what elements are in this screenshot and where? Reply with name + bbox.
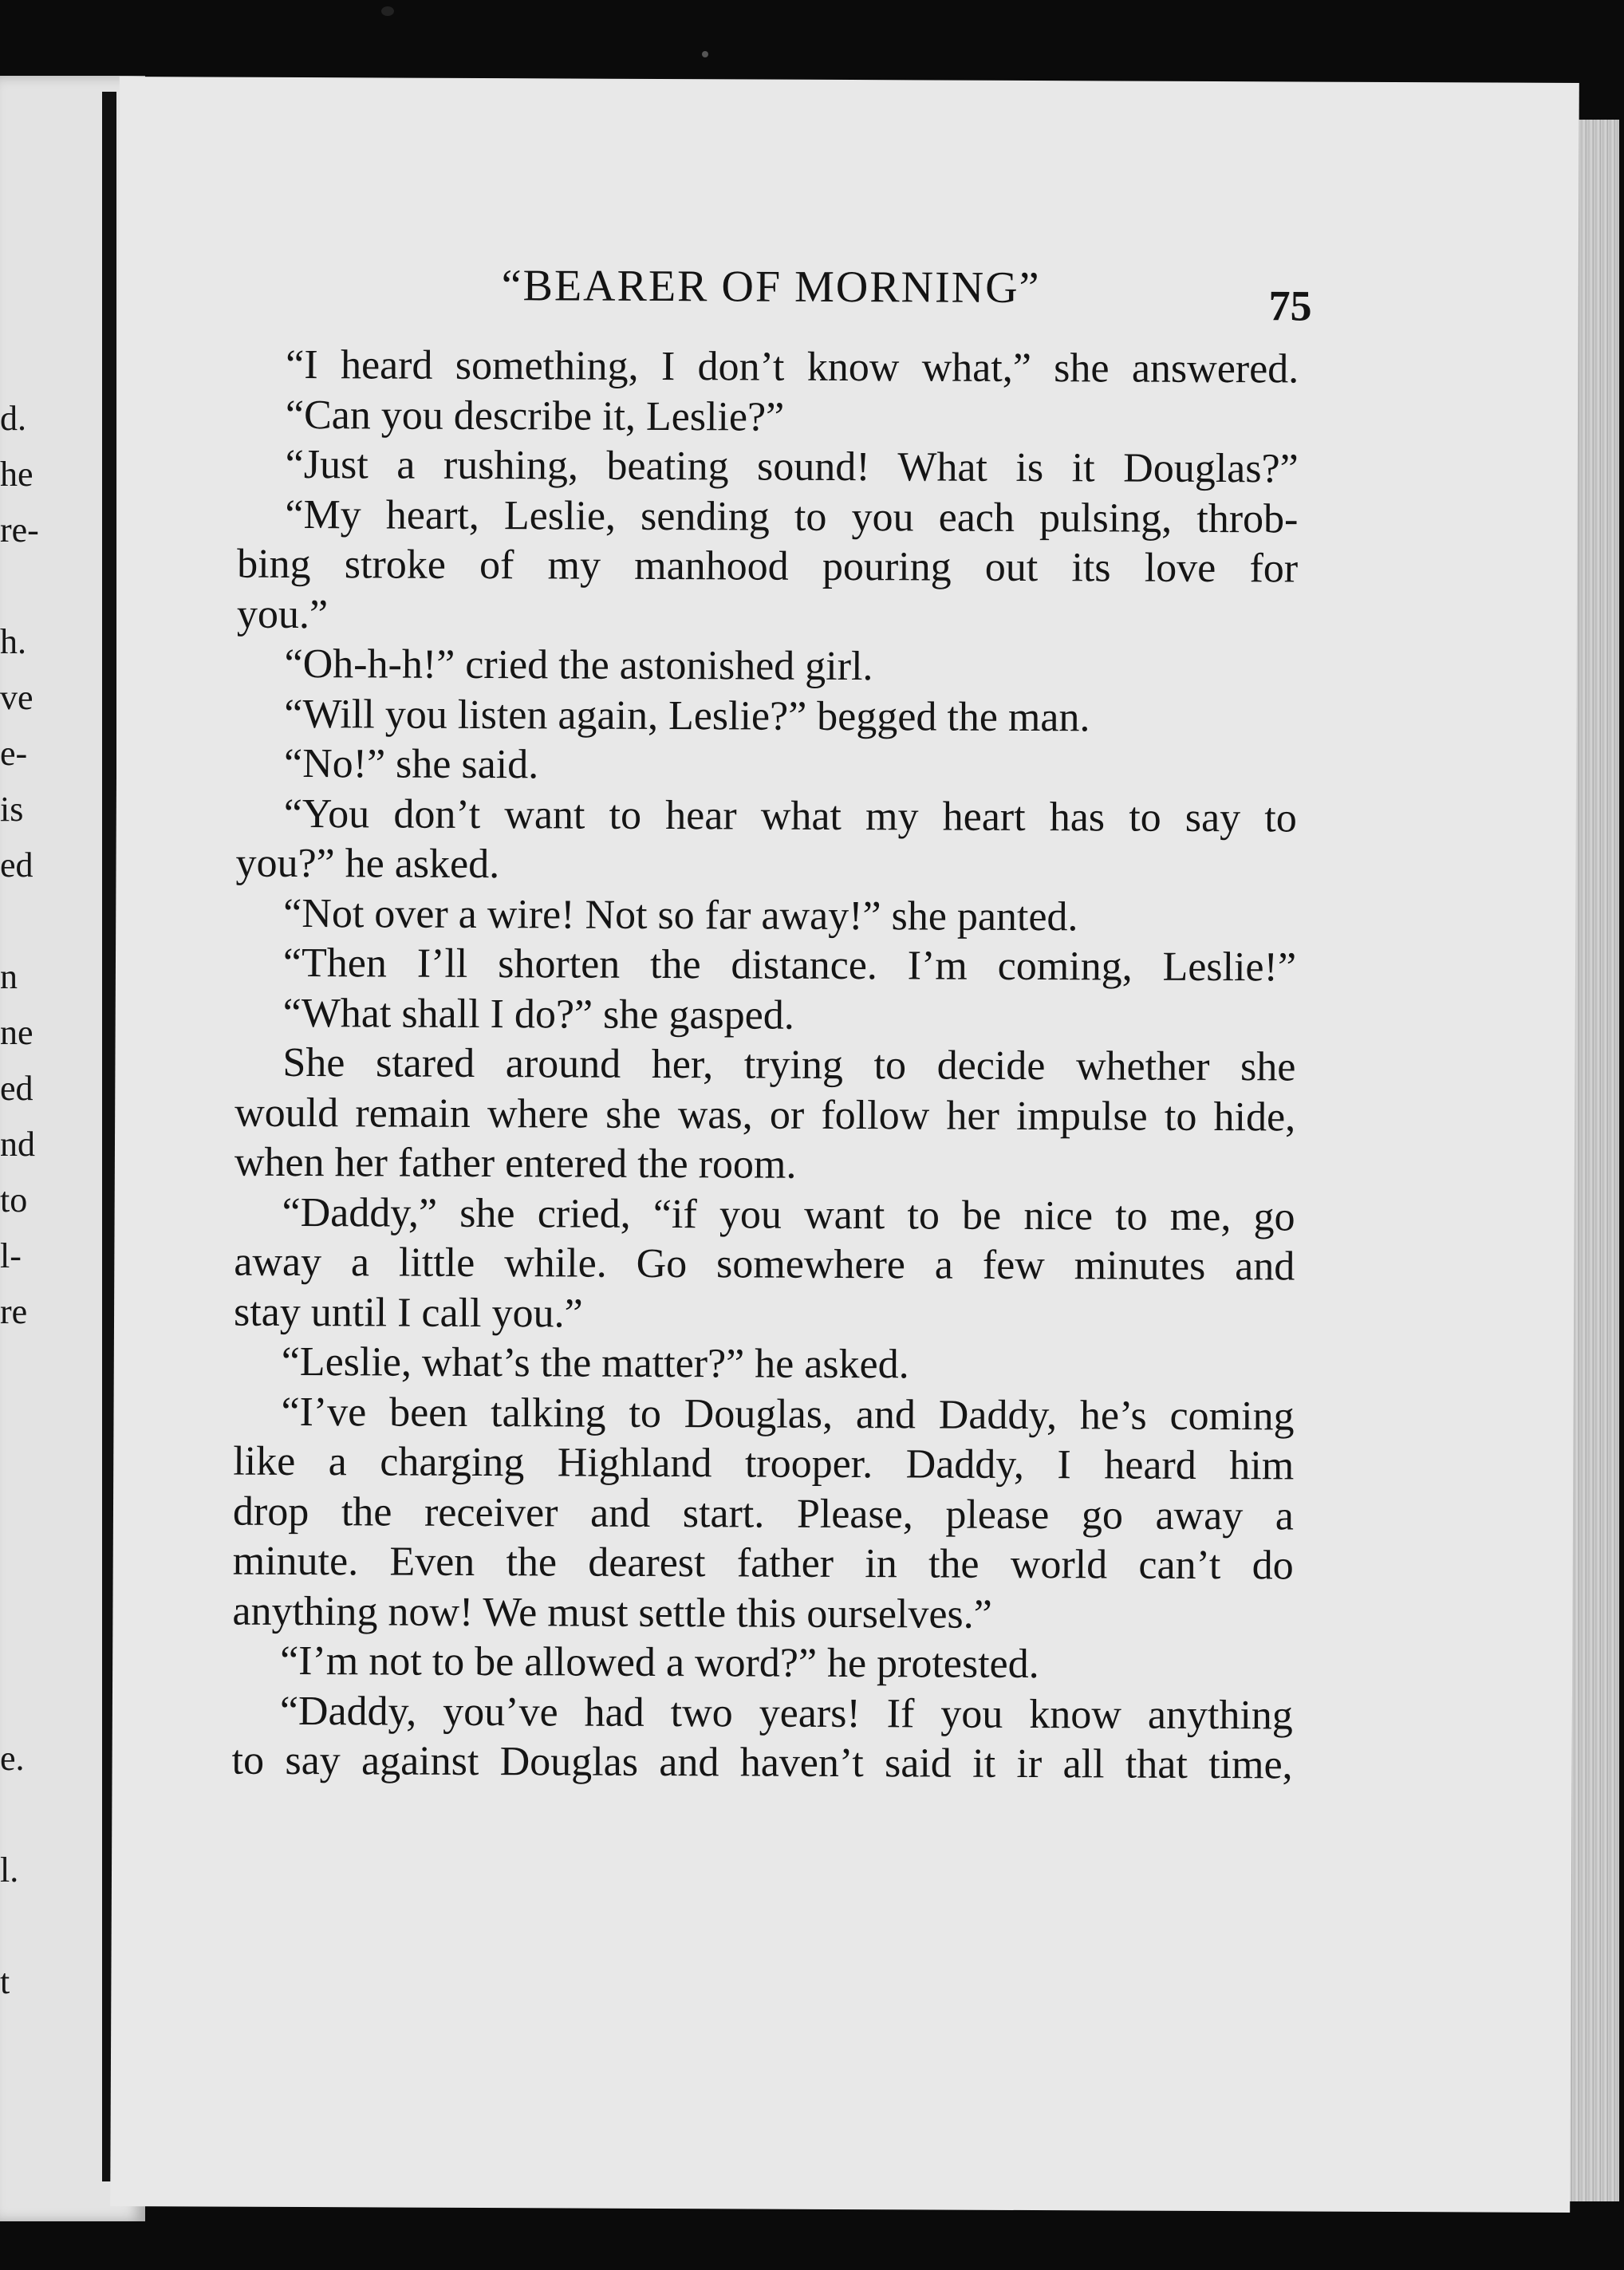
facing-page-fragment: re	[0, 1292, 28, 1331]
text-line: “Can you describe it, Leslie?”	[285, 392, 785, 440]
text-line: “What shall I do?” she gasped.	[282, 990, 794, 1038]
text-line: “I’m not to be allowed a word?” he protested.	[280, 1637, 1039, 1688]
facing-page-fragment: n	[0, 957, 18, 996]
facing-page-fragment: to	[0, 1180, 28, 1220]
facing-page-fragment	[0, 1507, 96, 1563]
facing-page-fragment	[0, 1452, 96, 1507]
facing-page-fragment: l.	[0, 1850, 19, 1890]
text-line: would remain where she was, or follow her impulse to hide,	[235, 1090, 1296, 1140]
facing-page-fragment: e.	[0, 1739, 25, 1778]
text-line: “Will you listen again, Leslie?” begged the man.	[284, 691, 1090, 740]
text-line: “Oh-h-h!” cried the astonished girl.	[284, 640, 873, 690]
body-text	[231, 341, 1299, 1791]
text-line: drop the receiver and start. Please, please go away a	[232, 1488, 1295, 1539]
facing-page-fragment: re-	[0, 510, 39, 550]
facing-page-fragment	[0, 1396, 96, 1452]
facing-page-fragment	[0, 1563, 96, 1619]
text-line: stay until I call you.”	[233, 1289, 583, 1337]
page-header	[119, 258, 1579, 330]
text-line: “Leslie, what’s the matter?” he asked.	[281, 1338, 909, 1388]
facing-page-fragment	[0, 1787, 96, 1842]
text-line: “Just a rushing, beating sound! What is it Douglas?”	[285, 441, 1299, 492]
facing-page-fragment: ne	[0, 1013, 34, 1052]
text-line: “Daddy,” she cried, “if you want to be nice to me, go	[282, 1189, 1295, 1239]
text-line: “My heart, Leslie, sending to you each pulsing, throb-	[285, 491, 1299, 542]
text-line: minute. Even the dearest father in the world can’t do	[232, 1538, 1294, 1589]
text-line: like a charging Highland trooper. Daddy, I heard him	[233, 1438, 1295, 1489]
facing-page-fragment: ed	[0, 1069, 34, 1108]
facing-page-fragment: he	[0, 455, 34, 494]
text-line: away a little while. Go somewhere a few minutes and	[234, 1239, 1295, 1290]
facing-page-fragment	[0, 1675, 96, 1731]
facing-page-fragment: t	[0, 1962, 10, 2001]
text-line: She stared around her, trying to decide whether she	[282, 1039, 1296, 1090]
running-head: “BEARER OF MORNING”	[501, 261, 1041, 313]
facing-page-fragment	[0, 558, 96, 614]
text-line: you.”	[236, 591, 329, 637]
facing-page-fragment: l-	[0, 1236, 22, 1275]
text-line: “Not over a wire! Not so far away!” she panted.	[283, 890, 1078, 940]
facing-page-fragment	[0, 1619, 96, 1675]
facing-page-fragment: ed	[0, 845, 34, 885]
facing-page-fragment: is	[0, 790, 24, 829]
text-line: bing stroke of my manhood pouring out its love for	[237, 541, 1299, 592]
text-line: “Then I’ll shorten the distance. I’m coming, Leslie!”	[282, 940, 1297, 991]
book-page	[110, 77, 1579, 2213]
facing-page-fragment	[0, 1898, 96, 1954]
scan-speck	[702, 51, 708, 57]
facing-page-fragment: nd	[0, 1125, 35, 1164]
facing-page-fragment: ve	[0, 678, 34, 717]
facing-page-fragment: e-	[0, 734, 28, 773]
page-number: 75	[1268, 282, 1312, 330]
text-line: when her father entered the room.	[234, 1139, 797, 1188]
facing-page-fragment	[0, 893, 96, 949]
text-line: you?” he asked.	[235, 840, 500, 888]
text-line: “No!” she said.	[283, 740, 539, 788]
scan-speck	[381, 6, 394, 16]
text-line: to say against Douglas and haven’t said it ir all that time,	[231, 1737, 1293, 1788]
text-line: anything now! We must settle this ourselves.”	[232, 1588, 992, 1637]
facing-page-text	[0, 391, 96, 2010]
text-line: “I’ve been talking to Douglas, and Daddy, he’s coming	[281, 1389, 1295, 1439]
text-line: “You don’t want to hear what my heart has to say to	[283, 790, 1297, 841]
text-line: “I heard something, I don’t know what,” she answered.	[286, 341, 1299, 392]
facing-page-fragment: d.	[0, 399, 26, 438]
facing-page-fragment: h.	[0, 622, 26, 661]
facing-page-fragment	[0, 1340, 96, 1396]
text-line: “Daddy, you’ve had two years! If you know anything	[279, 1688, 1294, 1738]
